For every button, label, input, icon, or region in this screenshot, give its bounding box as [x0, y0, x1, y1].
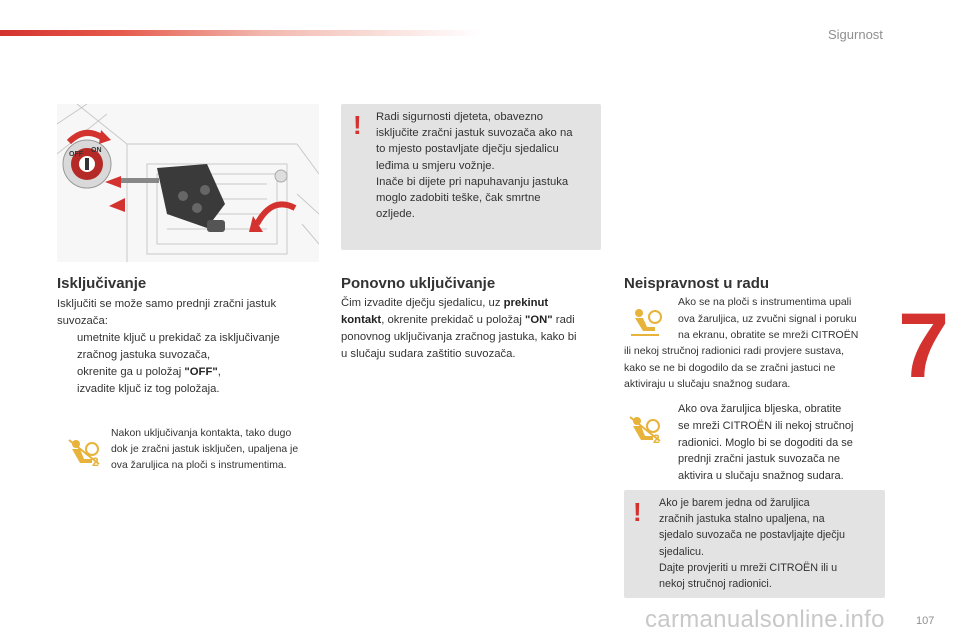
warning-line: Dajte provjeriti u mreži CITROËN ili u [659, 561, 838, 574]
chapter-number: 7 [898, 295, 950, 397]
header-accent-bar [0, 30, 480, 36]
fault-text-1-wide: ili nekoj stručnoj radionici radi provjere sustava, kako se ne bi dogodilo da se zračni jastuci ne aktiviraju u slučaju snažnog sudara. [624, 345, 845, 390]
warning-line: isključite zračni jastuk suvozača ako na [376, 127, 573, 140]
reactivation-text: Čim izvadite dječju sjedalicu, uz prekinut kontakt, okrenite prekidač u položaj "ON" radi ponovnog uključivanja zračnog jastuka, kako bi u slučaju sudara zaštitio suvozača. [341, 297, 577, 360]
fault-text-1: Ako se na ploči s instrumentima upali ova žaruljica, uz zvučni signal i poruku na ekranu, obratite se mreži CITROËN [678, 296, 859, 341]
warning-line: Ako je barem jedna od žaruljica [659, 497, 810, 509]
svg-text:2: 2 [92, 455, 99, 467]
deactivation-heading: Isključivanje [57, 275, 147, 292]
exclamation-icon: ! [353, 110, 362, 140]
fault-warning-box [624, 490, 885, 598]
airbag-off-warning-icon [66, 437, 102, 467]
watermark-link[interactable]: carmanualsonline.info [645, 606, 885, 633]
switch-off-label: OFF [69, 151, 83, 158]
warning-line: leđima u smjeru vožnje. [376, 159, 495, 172]
warning-line: Radi sigurnosti djeteta, obavezno [376, 111, 544, 123]
switch-on-label: ON [91, 147, 102, 154]
airbag-off-warning-icon [627, 414, 663, 444]
svg-text:2: 2 [653, 432, 660, 444]
page-number: 107 [916, 615, 935, 627]
exclamation-icon: ! [633, 497, 642, 527]
section-title: Sigurnost [828, 27, 883, 42]
warning-line: sjedalo suvozača ne postavljajte dječju [659, 529, 846, 542]
warning-line: ozljede. [376, 208, 415, 221]
warning-line: zračnih jastuka stalno upaljena, na [659, 513, 825, 526]
warning-line: moglo zadobiti teške, čak smrtne [376, 192, 541, 205]
fault-heading: Neispravnost u radu [624, 275, 770, 292]
airbag-switch-illustration [57, 104, 319, 262]
list-item: okrenite ga u položaj "OFF", [77, 366, 221, 378]
list-item: umetnite ključ u prekidač za isključivanje zračnog jastuka suvozača, [77, 332, 280, 361]
switch-knob [63, 140, 111, 188]
airbag-fault-icon [627, 307, 663, 337]
warning-line: Inače bi dijete pri napuhavanju jastuka [376, 175, 569, 188]
child-seat-warning-box [341, 104, 601, 250]
warning-line: sjedalicu. [659, 545, 705, 558]
deactivation-note: Nakon uključivanja kontakta, tako dugo dok je zračni jastuk isključen, upaljena je ova žaruljica na ploči s instrumentima. [111, 428, 299, 471]
warning-line: nekoj stručnoj radionici. [659, 578, 772, 591]
deactivation-text: Isključiti se može samo prednji zračni jastuk suvozača: umetnite ključ u prekidač za isključivanje zračnog jastuka suvozača, okrenite ga u položaj "OFF", izvadite ključ iz tog položaja. [57, 296, 322, 398]
fault-text-2: Ako ova žaruljica bljeska, obratite se mreži CITROËN ili nekoj stručnoj radionici. Moglo bi se dogoditi da se prednji zračni jastuk suvozača ne aktivira u slučaju snažnog sudara. [678, 403, 854, 483]
warning-line: to mjesto postavljate dječju sjedalicu [376, 143, 559, 156]
reactivation-heading: Ponovno uključivanje [341, 275, 496, 292]
list-item: izvadite ključ iz tog položaja. [77, 383, 220, 395]
